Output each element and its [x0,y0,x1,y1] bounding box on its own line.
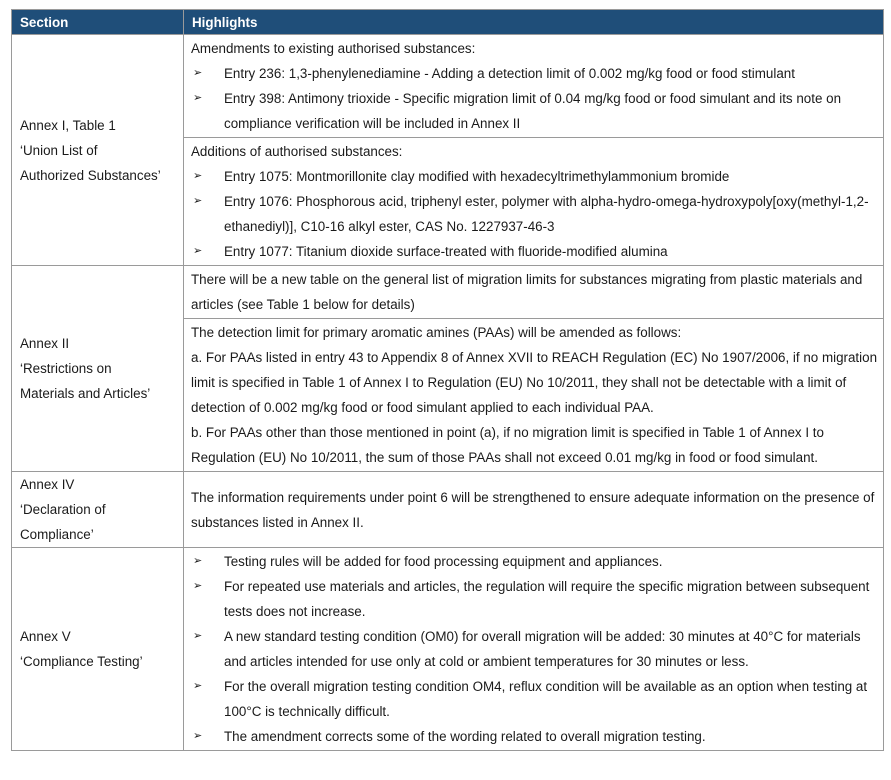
list-item [191,189,879,239]
bullet-arrow-icon: ➢ [193,92,203,104]
block-text: There will be a new table on the general list of migration limits for substances migrating from plastic materials and articles (see Table 1 below for details) [191,272,863,312]
block-intro: Additions of authorised substances: [191,144,403,159]
section-cell [12,35,184,266]
table-row [12,548,884,751]
block-line: b. For PAAs other than those mentioned in point (a), if no migration limit is specified in Table 1 of Annex I to Regulation (EU) No 10/2011, the sum of those PAAs shall not exceed 0.01 mg/kg in food or food simulant. [191,425,824,465]
section-line: ‘Union List of [20,142,98,158]
section-cell [12,472,184,548]
list-item-text: Entry 398: Antimony trioxide - Specific migration limit of 0.04 mg/kg food or food simulant and its note on compliance verification will be included in Annex II [224,91,842,131]
list-item-text: A new standard testing condition (OM0) for overall migration will be added: 30 minutes at 40°C for materials and articles intended for use only at cold or ambient temperatures for 30 minutes or less. [224,629,861,669]
section-line: Authorized Substances’ [20,167,161,183]
list-item-text: The amendment corrects some of the wording related to overall migration testing. [224,729,706,744]
bullet-arrow-icon: ➢ [193,730,203,742]
header-section: Section [12,10,184,35]
bullet-arrow-icon: ➢ [193,680,203,692]
section-line: Annex I, Table 1 [20,117,116,133]
list-item [191,674,879,724]
list-item-text: Testing rules will be added for food processing equipment and appliances. [224,554,663,569]
section-cell [12,266,184,472]
bullet-arrow-icon: ➢ [193,245,203,257]
bullet-arrow-icon: ➢ [193,580,203,592]
list-item-text: Entry 236: 1,3-phenylenediamine - Adding a detection limit of 0.002 mg/kg food or food stimulant [224,66,795,81]
highlight-cell [184,266,884,319]
list-item [191,549,879,574]
section-line: ‘Restrictions on [20,361,112,376]
header-row [12,10,884,35]
bullet-arrow-icon: ➢ [193,555,203,567]
list-item [191,574,879,624]
bullet-arrow-icon: ➢ [193,195,203,207]
bullet-arrow-icon: ➢ [193,67,203,79]
highlight-cell [184,138,884,266]
block-line: a. For PAAs listed in entry 43 to Appendix 8 of Annex XVII to REACH Regulation (EC) No 1907/2006, if no migration limit is specified in Table 1 of Annex I to Regulation (EU) No 10/2011, they shall not be detectable with a limit of detection of 0.002 mg/kg food or food simulant applied to each individual PAA. [191,350,878,415]
section-line: Materials and Articles’ [20,386,151,401]
list-item [191,86,879,136]
section-line: Annex IV [20,477,75,492]
highlight-cell [184,35,884,138]
highlights-table [11,9,884,751]
list-item [191,624,879,674]
table-row [12,472,884,548]
section-cell [12,548,184,751]
section-line: Compliance’ [20,527,94,542]
header-highlights: Highlights [184,10,884,35]
section-line: ‘Compliance Testing’ [20,654,143,669]
section-line: Annex II [20,336,70,351]
table-row [12,35,884,138]
list-item [191,724,879,749]
list-item-text: For the overall migration testing condition OM4, reflux condition will be available as an option when testing at 100°C is technically difficult. [224,679,868,719]
bullet-arrow-icon: ➢ [193,630,203,642]
highlight-cell [184,548,884,751]
block-text: The information requirements under point 6 will be strengthened to ensure adequate information on the presence of substances listed in Annex II. [191,489,875,530]
section-line: ‘Declaration of [20,502,106,517]
highlight-cell [184,472,884,548]
list-item [191,61,879,86]
table-row [12,266,884,319]
list-item-text: Entry 1076: Phosphorous acid, triphenyl ester, polymer with alpha-hydro-omega-hydroxypoly[oxy(methyl-1,2-ethanediyl)], C10-16 alkyl ester, CAS No. 1227937-46-3 [224,194,869,234]
list-item-text: Entry 1077: Titanium dioxide surface-treated with fluoride-modified alumina [224,244,668,259]
block-line: The detection limit for primary aromatic amines (PAAs) will be amended as follows: [191,325,682,340]
block-intro: Amendments to existing authorised substances: [191,41,476,56]
list-item-text: For repeated use materials and articles, the regulation will require the specific migration between subsequent tests does not increase. [224,579,870,619]
bullet-arrow-icon: ➢ [193,170,203,182]
list-item-text: Entry 1075: Montmorillonite clay modified with hexadecyltrimethylammonium bromide [224,169,730,184]
list-item [191,164,879,189]
highlight-cell [184,319,884,472]
section-line: Annex V [20,629,71,644]
list-item [191,239,879,264]
